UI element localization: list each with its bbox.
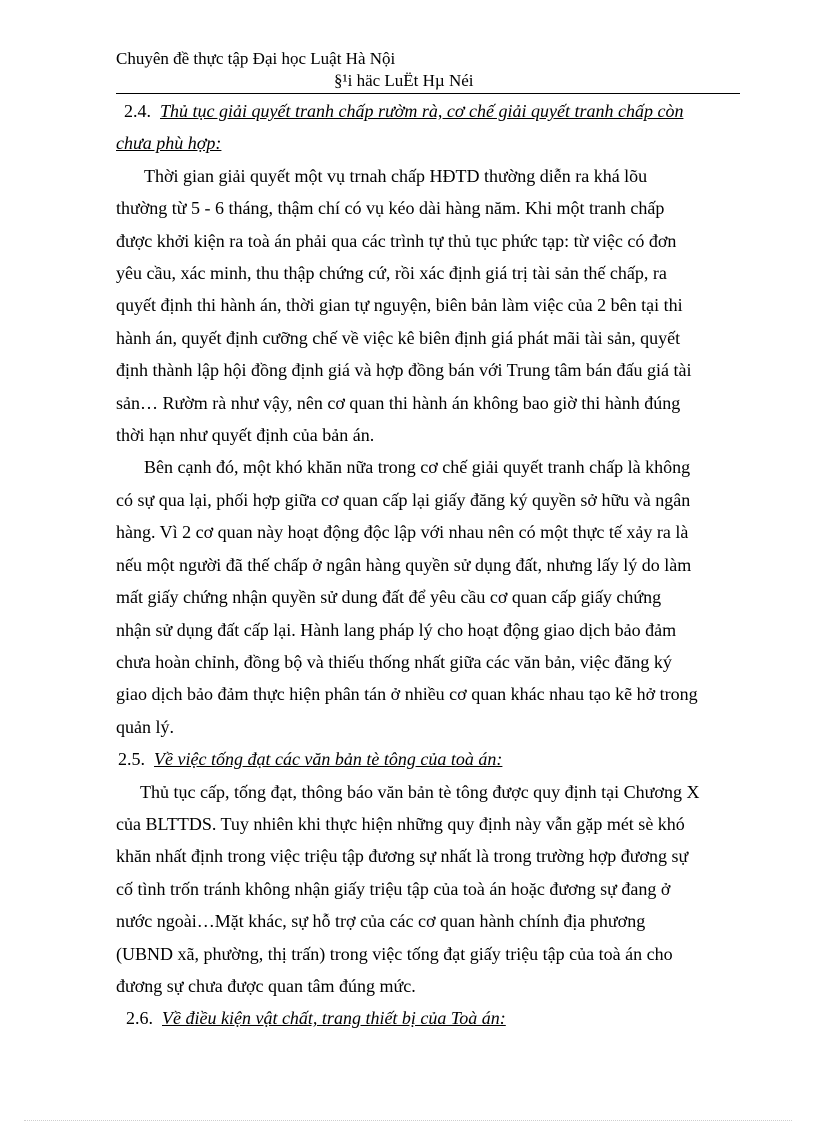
text-line: chưa hoàn chỉnh, đồng bộ và thiếu thống nhất giữa các văn bản, việc đăng ký [116, 651, 672, 672]
section-title: Thủ tục giải quyết tranh chấp rườm rà, cơ chế giải quyết tranh chấp còn [160, 101, 684, 121]
text-line: Bên cạnh đó, một khó khăn nữa trong cơ chế giải quyết tranh chấp là không [144, 457, 691, 478]
paragraph-2-5-1 [116, 776, 740, 1003]
text-line: quản lý. [116, 716, 174, 737]
paragraph-2-4-1 [116, 160, 740, 452]
text-line: cố tình trốn tránh không nhận giấy triệu tập của toà án hoặc đương sự đang ở [116, 878, 671, 899]
page-header [116, 48, 740, 92]
section-heading-2-5 [116, 743, 740, 775]
section-heading-2-4 [116, 95, 740, 127]
paragraph-2-4-2 [116, 451, 740, 743]
section-heading-2-6 [116, 1002, 740, 1034]
text-line: có sự qua lại, phối hợp giữa cơ quan cấp lại giấy đăng ký quyền sở hữu và ngân [116, 489, 691, 510]
text-line: được khởi kiện ra toà án phải qua các trình tự thủ tục phức tạp: từ việc có đơn [116, 230, 677, 251]
text-line: Thủ tục cấp, tống đạt, thông báo văn bản tè tông được quy định tại Chương X [140, 781, 700, 802]
text-line: yêu cầu, xác minh, thu thập chứng cứ, rồi xác định giá trị tài sản thế chấp, ra [116, 263, 667, 284]
section-number: 2.6. [126, 1008, 153, 1029]
text-line: (UBND xã, phường, thị trấn) trong việc tống đạt giấy triệu tập của toà án cho [116, 943, 673, 964]
text-line: quyết định thi hành án, thời gian tự nguyện, biên bản làm việc của 2 bên tại thi [116, 295, 683, 316]
text-line: Thời gian giải quyết một vụ trnah chấp HĐTD thường diễn ra khá lõu [144, 165, 648, 186]
document-body [116, 95, 740, 1035]
text-line: hàng. Vì 2 cơ quan này hoạt động độc lập với nhau nên có một thực tế xảy ra là [116, 522, 689, 543]
text-line: hành án, quyết định cưỡng chế về việc kê biên định giá phát mãi tài sản, quyết [116, 327, 681, 348]
text-line: nước ngoài…Mặt khác, sự hỗ trợ của các cơ quan hành chính địa phương [116, 911, 646, 932]
text-line: mất giấy chứng nhận quyền sử dung đất để yêu cầu cơ quan cấp giấy chứng [116, 587, 662, 608]
text-line: giao dịch bảo đảm thực hiện phân tán ở nhiều cơ quan khác nhau tạo kẽ hở trong [116, 684, 698, 705]
header-subtitle: §¹i häc LuËt Hµ Néi [334, 71, 474, 90]
text-line: nhận sử dụng đất cấp lại. Hành lang pháp lý cho hoạt động giao dịch bảo đảm [116, 619, 677, 640]
text-line: sản… Rườm rà như vậy, nên cơ quan thi hành án không bao giờ thi hành đúng [116, 392, 681, 413]
header-title: Chuyên đề thực tập Đại học Luật Hà Nội [116, 49, 396, 68]
text-line: thường từ 5 - 6 tháng, thậm chí có vụ kéo dài hàng năm. Khi một tranh chấp [116, 198, 665, 219]
text-line: đương sự chưa được quan tâm đúng mức. [116, 975, 416, 996]
header-rule [116, 93, 740, 94]
section-title-cont: chưa phù hợp: [116, 133, 222, 154]
section-title: Về điều kiện vật chất, trang thiết bị của Toà án: [162, 1008, 506, 1029]
section-heading-2-4-cont [116, 127, 740, 159]
page-bottom-border [24, 1120, 792, 1121]
section-title: Về việc tống đạt các văn bản tè tông của toà án: [154, 749, 503, 770]
text-line: định thành lập hội đồng định giá và hợp đồng bán với Trung tâm bán đấu giá tài [116, 360, 692, 381]
text-line: nếu một người đã thế chấp ở ngân hàng quyền sử dụng đất, nhưng lấy lý do làm [116, 554, 692, 575]
text-line: khăn nhất định trong việc triệu tập đương sự nhất là trong trường hợp đương sự [116, 846, 689, 867]
section-number: 2.5. [118, 749, 145, 770]
section-number: 2.4. [124, 101, 151, 121]
text-line: thời hạn như quyết định của bản án. [116, 425, 375, 446]
text-line: của BLTTDS. Tuy nhiên khi thực hiện những quy định này vẫn gặp mét sè khó [116, 813, 685, 834]
